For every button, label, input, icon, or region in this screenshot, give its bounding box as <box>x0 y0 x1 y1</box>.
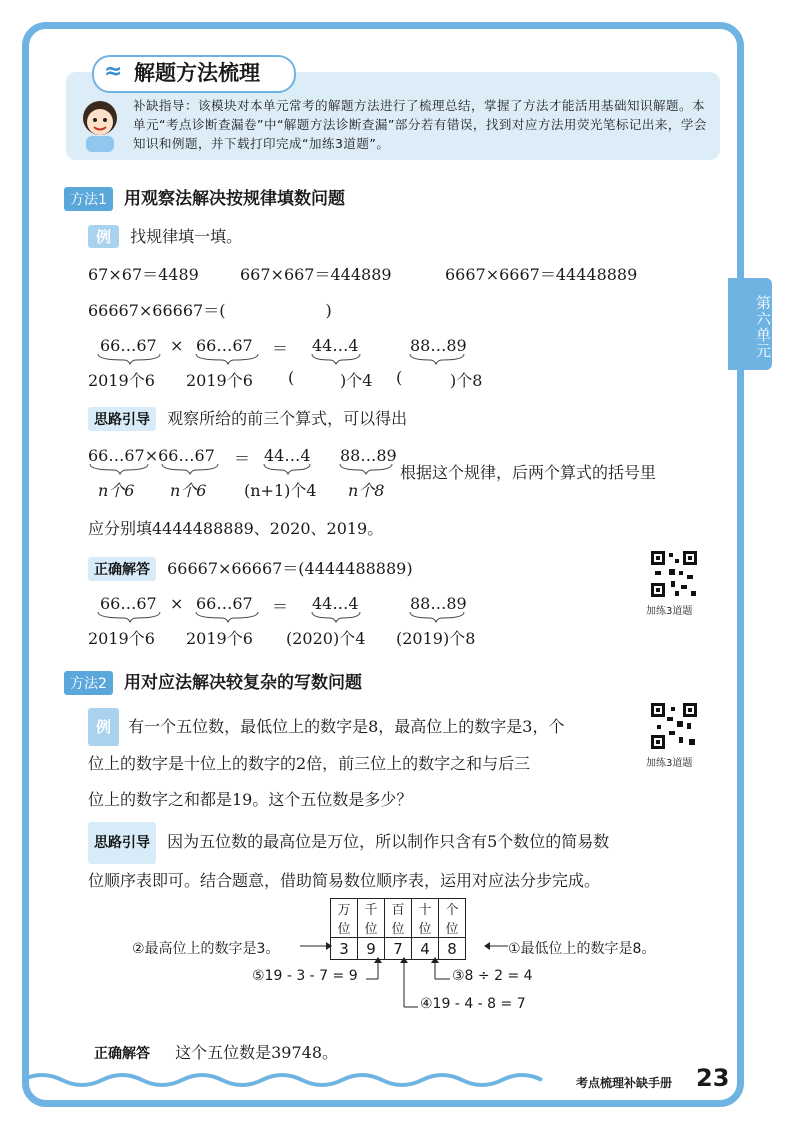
ans-row-c: 44…4 <box>312 594 359 613</box>
hint-sub-b: n个6 <box>170 481 207 500</box>
note-3: ③8 ÷ 2 = 4 <box>452 968 533 984</box>
ans-row-a: 66…67 <box>100 594 157 613</box>
hint-sub-d: n个8 <box>348 481 385 500</box>
note-5: ⑤19 - 3 - 7 = 9 <box>252 968 358 984</box>
section-title: ≈ 解题方法梳理 <box>92 55 296 93</box>
eq1: 67×67＝4489 <box>88 265 199 284</box>
ans-row-d: 88…89 <box>410 594 467 613</box>
hint-braces <box>88 462 408 476</box>
method2-hint: 思路引导 因为五位数的最高位是万位，所以制作只含有5个数位的简易数 位顺序表即可。结合题意，借助简易数位顺序表，运用对应法分步完成。 <box>88 822 718 898</box>
method1-example: 例 找规律填一填。 <box>88 224 242 248</box>
method2-heading <box>64 668 362 695</box>
hint-row-c: 44…4 <box>264 446 311 465</box>
row1-sub-d-open: ( <box>396 368 403 387</box>
qr-caption: 加练3道题 <box>646 606 693 617</box>
method2-label: 方法2 <box>64 671 113 695</box>
table-header-row <box>331 899 466 938</box>
row1-eq: ＝ <box>272 339 289 358</box>
row1-c: 44…4 <box>312 336 359 355</box>
table-digit-cell: 3 <box>331 938 358 960</box>
wave-icon: ≈ <box>104 59 123 84</box>
qr-code-icon-2[interactable] <box>650 702 698 750</box>
row1-a: 66…67 <box>100 336 157 355</box>
method2-example: 例 有一个五位数，最低位上的数字是8，最高位上的数字是3，个 位上的数字是十位上的数字的2倍，前三位上的数字之和与后三 位上的数字之和都是19。这个五位数是多少？ <box>88 708 648 818</box>
ans-row-eq: ＝ <box>272 597 289 616</box>
table-digit-cell: 7 <box>385 938 412 960</box>
note-right: ①最低位上的数字是8。 <box>508 941 656 957</box>
example-tag: 例 <box>88 225 119 248</box>
method1-title: 用观察法解决按规律填数问题 <box>124 189 346 209</box>
book-name: 考点梳理补缺手册 <box>576 1076 673 1090</box>
row1-sub-a: 2019个6 <box>88 371 155 390</box>
row1-d: 88…89 <box>410 336 467 355</box>
page-number: 23 <box>696 1064 730 1092</box>
row1-sub-c-open: ( <box>288 368 295 387</box>
note-left: ②最高位上的数字是3。 <box>132 941 280 957</box>
row1-x: × <box>170 336 184 355</box>
method1-label: 方法1 <box>64 187 113 211</box>
row1-b: 66…67 <box>196 336 253 355</box>
note-4: ④19 - 4 - 8 = 7 <box>420 996 526 1012</box>
table-head-cell: 百 位 <box>385 899 412 938</box>
row1-sub-b: 2019个6 <box>186 371 253 390</box>
row1-braces <box>96 352 496 366</box>
table-head-cell: 十 位 <box>412 899 439 938</box>
method1-hint: 思路引导 观察所给的前三个算式，可以得出 <box>88 406 407 431</box>
method2-answer: 正确解答 这个五位数是39748。 <box>88 1040 338 1065</box>
hint2-tag: 思路引导 <box>88 822 156 864</box>
row1-sub-c-close: )个4 <box>340 371 373 390</box>
girl-avatar-icon <box>72 92 128 152</box>
eq2: 667×667＝444889 <box>240 265 392 284</box>
answer-tag: 正确解答 <box>88 557 156 581</box>
row1-sub-d-close: )个8 <box>450 371 483 390</box>
example2-tag: 例 <box>88 708 119 746</box>
qr-caption-2: 加练3道题 <box>646 758 693 769</box>
ans-sub-a: 2019个6 <box>88 629 155 648</box>
hint-text2: 应分别填4444488889、2020、2019。 <box>88 519 384 538</box>
table-head-cell: 千 位 <box>358 899 385 938</box>
ans-sub-c: (2020)个4 <box>286 629 366 648</box>
guide-text: 补缺指导：该模块对本单元常考的解题方法进行了梳理总结，掌握了方法才能活用基础知识解题。本单元“考点诊断查漏卷”中“解题方法诊断查漏”部分若有错误，找到对应方法用荧光笔标记出来，学会知识和例题，并下载打印完成“加练3道题”。 <box>133 98 707 151</box>
hint-row-tail: 根据这个规律，后两个算式的括号里 <box>400 463 657 482</box>
table-head-cell: 个 位 <box>439 899 466 938</box>
eq4: 66667×66667＝( ) <box>88 301 332 320</box>
method1-answer: 正确解答 66667×66667＝(4444488889) <box>88 556 413 581</box>
qr-code-icon[interactable] <box>650 550 698 598</box>
table-digit-cell: 4 <box>412 938 439 960</box>
method2-title: 用对应法解决较复杂的写数问题 <box>124 673 363 693</box>
table-head-cell: 万 位 <box>331 899 358 938</box>
ans-sub-b: 2019个6 <box>186 629 253 648</box>
hint-row-d: 88…89 <box>340 446 397 465</box>
answer2-tag: 正确解答 <box>88 1041 156 1065</box>
method1-heading <box>64 184 345 211</box>
table-digit-cell: 8 <box>439 938 466 960</box>
hint-row-a: 66…67×66…67 <box>88 446 215 465</box>
table-digit-cell: 9 <box>358 938 385 960</box>
hint-sub-a: n个6 <box>98 481 135 500</box>
hint-tag: 思路引导 <box>88 407 156 431</box>
hint-sub-c: (n+1)个4 <box>244 481 317 500</box>
eq3: 6667×6667＝44448889 <box>445 265 638 284</box>
hint-row-eq: ＝ <box>234 449 251 468</box>
ans-sub-d: (2019)个8 <box>396 629 476 648</box>
ans-row-x: × <box>170 594 184 613</box>
ans-row-b: 66…67 <box>196 594 253 613</box>
ans-braces <box>96 610 496 624</box>
unit-side-tab: 第六单元 <box>728 278 772 370</box>
